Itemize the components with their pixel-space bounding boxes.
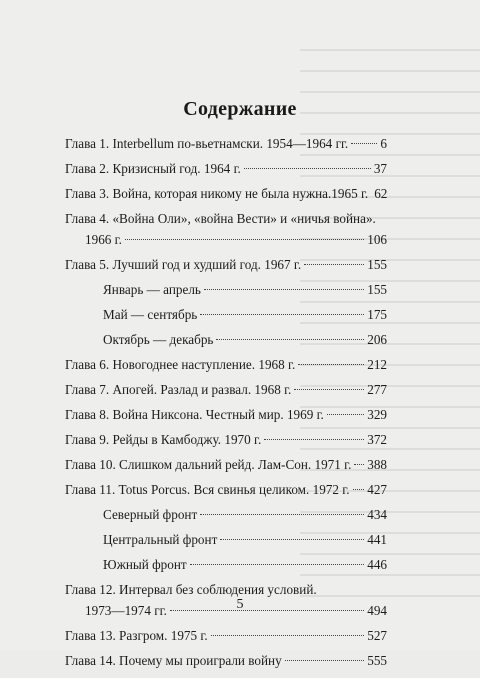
toc-entry-page: 212 <box>367 357 387 372</box>
dot-leader <box>285 660 365 661</box>
dot-leader <box>244 168 371 169</box>
toc-entry-page: 155 <box>367 282 387 297</box>
toc-entry-page: 6 <box>380 136 387 151</box>
toc-entry-text: Глава 12. Интервал без соблюдения условий. <box>65 582 317 597</box>
toc-entry-text: Глава 7. Апогей. Разлад и развал. 1968 г. <box>65 382 292 397</box>
toc-entry-page: 555 <box>367 653 387 668</box>
toc-entry-text: Северный фронт <box>103 507 198 522</box>
dot-leader <box>220 539 364 540</box>
toc-entry-chapter-5 <box>65 257 387 282</box>
toc-entry-text: Глава 6. Новогоднее наступление. 1968 г. <box>65 357 296 372</box>
toc-entry-page: 329 <box>367 407 387 422</box>
dot-leader <box>353 489 365 490</box>
dot-leader <box>216 339 364 340</box>
toc-entry-chapter-9 <box>65 432 387 457</box>
toc-subentry-may-sep <box>65 307 387 332</box>
toc-entry-text: Глава 10. Слишком дальний рейд. Лам-Сон. 1971 г. <box>65 457 352 472</box>
toc-entry-text: 1973—1974 гг. <box>85 603 167 618</box>
toc-entry-page: 277 <box>367 382 387 397</box>
toc-entry-page: 441 <box>367 532 387 547</box>
toc-subentry-oct-dec <box>65 332 387 357</box>
toc-entry-text: Глава 4. «Война Оли», «война Вести» и «ничья война». <box>65 211 376 226</box>
toc-entry-chapter-2 <box>65 161 387 186</box>
dot-leader <box>200 314 364 315</box>
toc-subentry-central-front <box>65 532 387 557</box>
page-number: 5 <box>236 597 244 612</box>
dot-leader <box>354 464 364 465</box>
toc-entry-chapter-4-cont <box>65 232 387 257</box>
dot-leader <box>200 514 364 515</box>
toc-entry-text: Октябрь — декабрь <box>103 332 214 347</box>
toc-entry-text: Глава 5. Лучший год и худший год. 1967 г. <box>65 257 302 272</box>
toc-entry-chapter-7 <box>65 382 387 407</box>
page-title: Содержание <box>183 98 297 120</box>
toc-entry-text: Глава 8. Война Никсона. Честный мир. 1969 г. <box>65 407 324 422</box>
toc-entry-page: 427 <box>367 482 387 497</box>
toc-entry-text: Январь — апрель <box>103 282 201 297</box>
toc-entry-chapter-11 <box>65 482 387 507</box>
toc-subentry-south-front <box>65 557 387 582</box>
dot-leader <box>294 389 364 390</box>
toc-entry-chapter-10 <box>65 457 387 482</box>
toc-entry-page: 494 <box>367 603 387 618</box>
toc-subentry-jan-apr <box>65 282 387 307</box>
toc-entry-page: 37 <box>373 161 387 176</box>
toc-entry-page: 106 <box>367 232 387 247</box>
toc-entry-chapter-3 <box>65 186 387 211</box>
toc-entry-text: Глава 14. Почему мы проиграли войну <box>65 653 282 668</box>
dot-leader <box>264 439 364 440</box>
toc-entry-page: 206 <box>367 332 387 347</box>
toc-entry-page: 175 <box>367 307 387 322</box>
toc-entry-page: 388 <box>367 457 387 472</box>
toc-entry-page: 372 <box>367 432 387 447</box>
toc-entry-page: 62 <box>374 186 388 201</box>
toc-entry-text: Глава 11. Totus Porcus. Вся свинья целиком. 1972 г. <box>65 482 350 497</box>
toc-entry-text: Глава 9. Рейды в Камбоджу. 1970 г. <box>65 432 262 447</box>
toc-entry-text: Центральный фронт <box>103 532 218 547</box>
toc-entry-chapter-13 <box>65 628 387 653</box>
toc-entry-page: 155 <box>367 257 387 272</box>
dot-leader <box>304 264 364 265</box>
toc-entry-chapter-1 <box>65 136 387 161</box>
toc-subentry-north-front <box>65 507 387 532</box>
toc-entry-text: Южный фронт <box>103 557 187 572</box>
toc-entry-chapter-14 <box>65 653 387 678</box>
toc-entry-text: Глава 2. Кризисный год. 1964 г. <box>65 161 241 176</box>
dot-leader <box>125 239 364 240</box>
toc-entry-page: 527 <box>367 628 387 643</box>
dot-leader <box>211 635 365 636</box>
toc-entry-page: 434 <box>367 507 387 522</box>
toc-entry-chapter-8 <box>65 407 387 432</box>
toc-entry-text: 1966 г. <box>85 232 122 247</box>
toc-entry-text: Глава 3. Война, которая никому не была нужна.1965 г. <box>65 186 369 201</box>
dot-leader <box>190 564 365 565</box>
dot-leader <box>298 364 364 365</box>
toc-entry-page: 446 <box>367 557 387 572</box>
toc-entry-text: Глава 13. Разгром. 1975 г. <box>65 628 208 643</box>
toc-entry-text: Глава 1. Interbellum по-вьетнамски. 1954—1964 гг. <box>65 136 349 151</box>
toc-entry-text: Май — сентябрь <box>103 307 198 322</box>
toc-entry-chapter-6 <box>65 357 387 382</box>
dot-leader <box>327 414 364 415</box>
toc-entry-chapter-4 <box>65 211 387 232</box>
dot-leader <box>204 289 364 290</box>
dot-leader <box>351 143 377 144</box>
